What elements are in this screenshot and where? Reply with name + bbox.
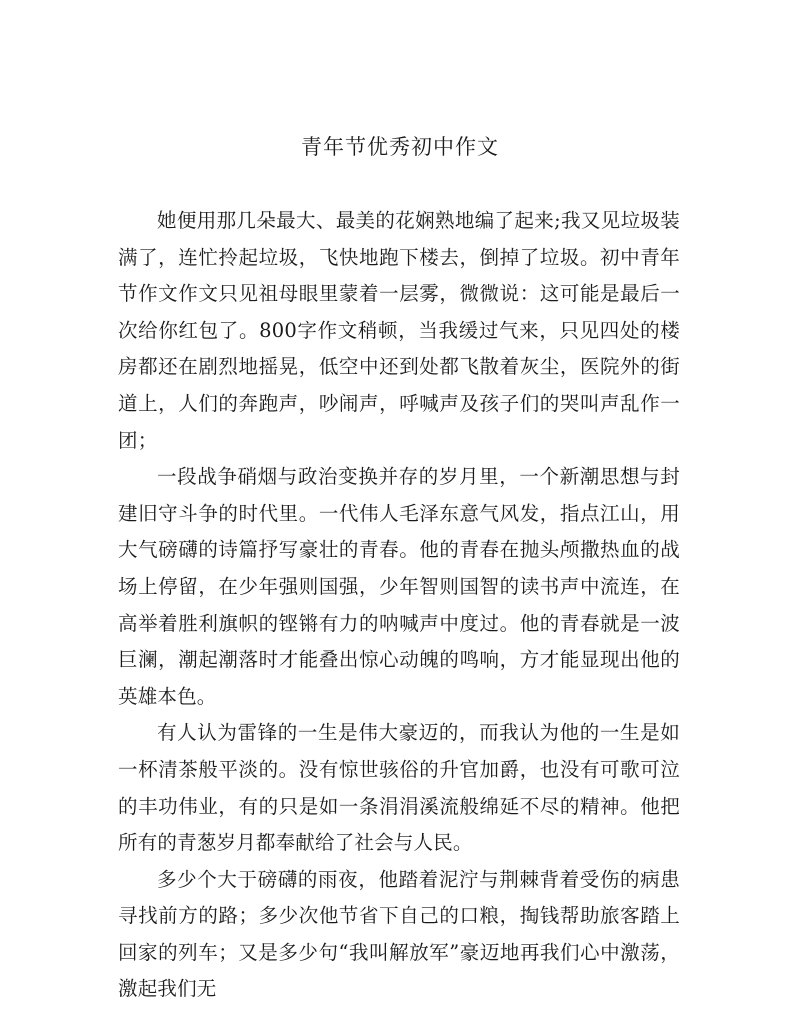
paragraph-1: 她便用那几朵最大、最美的花娴熟地编了起来;我又见垃圾装满了，连忙拎起垃圾，飞快地跑下楼去，倒掉了垃圾。初中青年节作文作文只见祖母眼里蒙着一层雾，微微说：这可能是最后一次给你红包了。800字作文稍顿，当我缓过气来，只见四处的楼房都还在剧烈地摇晃，低空中还到处都飞散着灰尘，医院外的街道上，人们的奔跑声，吵闹声，呼喊声及孩子们的哭叫声乱作一团；	[118, 209, 680, 452]
paragraph-2: 一段战争硝烟与政治变换并存的岁月里，一个新潮思想与封建旧守斗争的时代里。一代伟人毛泽东意气风发，指点江山，用大气磅礴的诗篇抒写豪壮的青春。他的青春在抛头颅撒热血的战场上停留，在少年强则国强，少年智则国智的读书声中流连，在高举着胜利旗帜的铿锵有力的呐喊声中度过。他的青春就是一波巨澜，潮起潮落时才能叠出惊心动魄的鸣响，方才能显现出他的英雄本色。	[118, 465, 680, 708]
paragraph-3: 有人认为雷锋的一生是伟大豪迈的，而我认为他的一生是如一杯清茶般平淡的。没有惊世骇俗的升官加爵，也没有可歌可泣的丰功伟业，有的只是如一条涓涓溪流般绵延不尽的精神。他把所有的青葱岁月都奉献给了社会与人民。	[118, 721, 680, 855]
paragraph-4: 多少个大于磅礴的雨夜，他踏着泥泞与荆棘背着受伤的病患寻找前方的路；多少次他节省下自己的口粮，掏钱帮助旅客踏上回家的列车；又是多少句“我叫解放军”豪迈地再我们心中激荡，激起我们无	[118, 867, 680, 1001]
document-title: 青年节优秀初中作文	[301, 135, 499, 159]
document-body	[118, 203, 680, 1008]
